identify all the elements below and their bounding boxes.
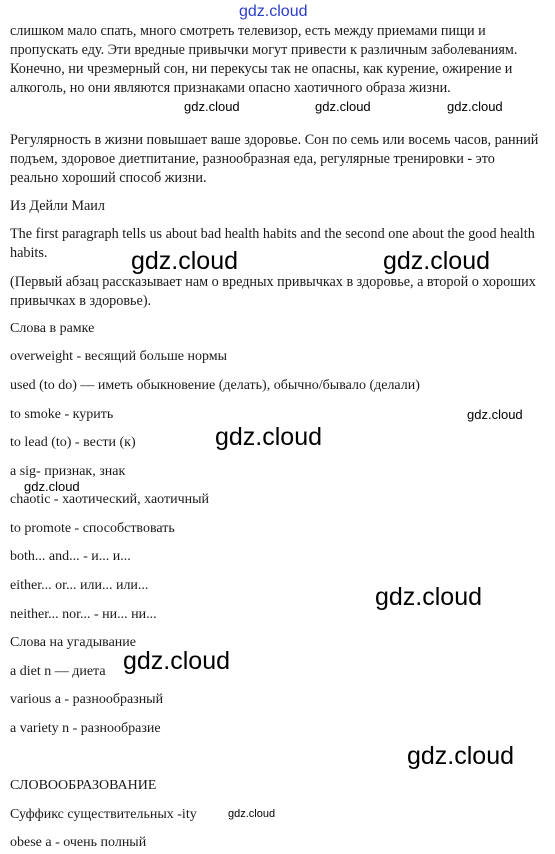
vocab-line: either... or... или... или... [10, 578, 149, 593]
watermark-text: gdz.cloud [131, 247, 239, 275]
vocab-line: a sig- признак, знак [10, 464, 126, 479]
watermark-text: gdz.cloud [24, 479, 80, 494]
watermark-text: gdz.cloud [375, 583, 483, 611]
watermark-text: gdz.cloud [407, 742, 515, 770]
source-line: Из Дейли Маил [10, 198, 105, 214]
paragraph-translation: (Первый абзац рассказывает нам о вредных привычках в здоровье, а второй о хороших привычках в здоровье). [10, 274, 536, 309]
vocab-line: various a - разнообразный [10, 692, 164, 707]
vocab-line: a diet n — диета [10, 664, 106, 679]
paragraph-bad-habits: слишком мало спать, много смотреть телевизор, есть между приемами пищи и пропускать еду. Эти вредные привычки могут привести к различным заболеваниям. Конечно, ни чрезмерный сон, ни перекусы так не опасны, как курение, ожирение и алкоголь, но они являются признаками опасно хаотичного образа жизни. [10, 23, 518, 96]
watermark-text: gdz.cloud [215, 423, 323, 451]
vocab-line: to lead (to) - вести (к) [10, 435, 136, 450]
heading-guess-words: Слова на угадывание [10, 635, 136, 650]
paragraph-english-summary: The first paragraph tells us about bad health habits and the second one about the good health habits. [10, 226, 535, 261]
watermark-text: gdz.cloud [184, 99, 240, 114]
vocab-line: both... and... - и... и... [10, 549, 131, 564]
vocab-line: used (to do) — иметь обыкновение (делать), обычно/бывало (делали) [10, 378, 420, 393]
watermark-text: gdz.cloud [383, 247, 491, 275]
watermark-text: gdz.cloud [239, 3, 308, 20]
watermark-text: gdz.cloud [467, 407, 523, 422]
vocab-line: to promote - способствовать [10, 521, 175, 536]
watermark-text: gdz.cloud [123, 647, 231, 675]
vocab-line: chaotic - хаотический, хаотичный [10, 492, 210, 507]
watermark-text: gdz.cloud [228, 808, 276, 820]
vocab-line: a variety n - разнообразие [10, 721, 161, 736]
paragraph-good-habits: Регулярность в жизни повышает ваше здоровье. Сон по семь или восемь часов, ранний подъем, здоровое диетпитание, разнообразная еда, регулярные тренировки - это реально хороший способ жизни. [10, 132, 539, 186]
watermark-text: gdz.cloud [315, 99, 371, 114]
vocab-line: obese a - очень полный [10, 835, 147, 850]
vocab-line: neither... nor... - ни... ни... [10, 607, 157, 622]
watermark-text: gdz.cloud [447, 99, 503, 114]
vocab-line: to smoke - курить [10, 407, 114, 422]
heading-word-formation: СЛОВООБРАЗОВАНИЕ [10, 778, 157, 793]
vocab-line: Суффикс существительных -ity [10, 807, 197, 822]
vocab-line: overweight - весящий больше нормы [10, 349, 227, 364]
heading-words-in-box: Слова в рамке [10, 321, 95, 336]
